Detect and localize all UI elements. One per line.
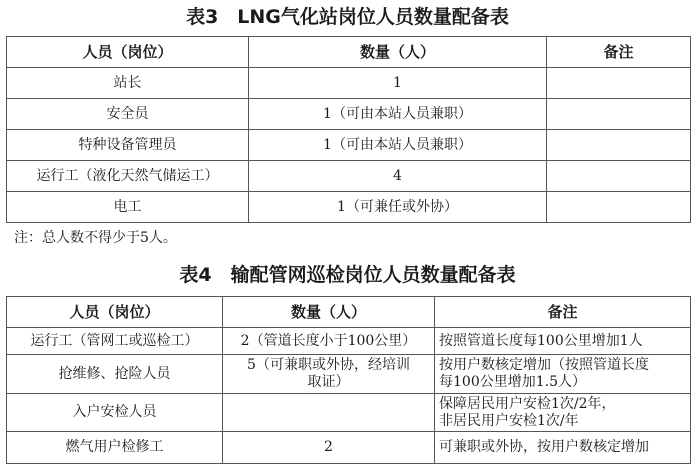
table-row — [7, 432, 691, 464]
table4-cell-count: 2（管道长度小于100公里） — [223, 328, 435, 355]
table4-header-row — [7, 297, 691, 328]
table4-title: 表4 输配管网巡检岗位人员数量配备表 — [179, 264, 516, 286]
table3-cell-note — [547, 99, 691, 130]
table3-header-count: 数量（人） — [249, 37, 547, 68]
table3-cell-count: 1（可由本站人员兼职） — [249, 99, 547, 130]
note-line: 每100公里增加1.5人） — [439, 374, 586, 390]
table4-cell-position: 运行工（管网工或巡检工） — [7, 328, 223, 355]
note-line: 保障居民用户安检1次/2年， — [439, 395, 616, 412]
table3-cell-note — [547, 68, 691, 99]
table4-cell-count: 2 — [223, 432, 435, 464]
table4-cell-note — [435, 432, 691, 464]
table3-cell-position: 特种设备管理员 — [7, 130, 249, 161]
table-row — [7, 130, 691, 161]
table3-cell-position: 安全员 — [7, 99, 249, 130]
table3-header-note: 备注 — [547, 37, 691, 68]
table3-cell-note — [547, 130, 691, 161]
table3-cell-count: 4 — [249, 161, 547, 192]
table4-cell-count — [223, 394, 435, 432]
table4-header-position: 人员（岗位） — [7, 297, 223, 328]
table3-cell-count: 1（可由本站人员兼职） — [249, 130, 547, 161]
table3-cell-count: 1（可兼任或外协） — [249, 192, 547, 223]
table-row — [7, 355, 691, 394]
table-row — [7, 192, 691, 223]
table4-header-note: 备注 — [435, 297, 691, 328]
table3-header-row — [7, 37, 691, 68]
table3-footnote: 注：总人数不得少于5人。 — [14, 230, 177, 246]
note-line: 按用户数核定增加（按照管道长度 — [439, 357, 649, 373]
note-line: 按照管道长度每100公里增加1人 — [439, 332, 643, 349]
table4-cell-count — [223, 355, 435, 394]
table4-cell-position: 抢维修、抢险人员 — [7, 355, 223, 394]
table4-cell-note — [435, 355, 691, 394]
table3-cell-count: 1 — [249, 68, 547, 99]
table3-cell-note — [547, 161, 691, 192]
table3-cell-position: 运行工（液化天然气储运工） — [7, 161, 249, 192]
table4-header-count: 数量（人） — [223, 297, 435, 328]
table4-cell-position: 入户安检人员 — [7, 394, 223, 432]
table3-title: 表3 LNG气化站岗位人员数量配备表 — [186, 6, 509, 28]
table-row — [7, 328, 691, 355]
count-line: 5（可兼职或外协，经培训 — [247, 357, 410, 373]
count-line: 取证） — [307, 374, 350, 390]
table3 — [6, 36, 691, 223]
table4-cell-note — [435, 394, 691, 432]
note-line: 可兼职或外协，按用户数核定增加 — [439, 439, 649, 455]
table-row — [7, 161, 691, 192]
table4-cell-note — [435, 328, 691, 355]
table3-header-position: 人员（岗位） — [7, 37, 249, 68]
table3-cell-position: 电工 — [7, 192, 249, 223]
table3-cell-position: 站长 — [7, 68, 249, 99]
table-row — [7, 99, 691, 130]
table4 — [6, 296, 691, 464]
table3-cell-note — [547, 192, 691, 223]
table-row — [7, 394, 691, 432]
table-row — [7, 68, 691, 99]
table4-cell-position: 燃气用户检修工 — [7, 432, 223, 464]
note-line: 非居民用户安检1次/年 — [439, 412, 579, 429]
